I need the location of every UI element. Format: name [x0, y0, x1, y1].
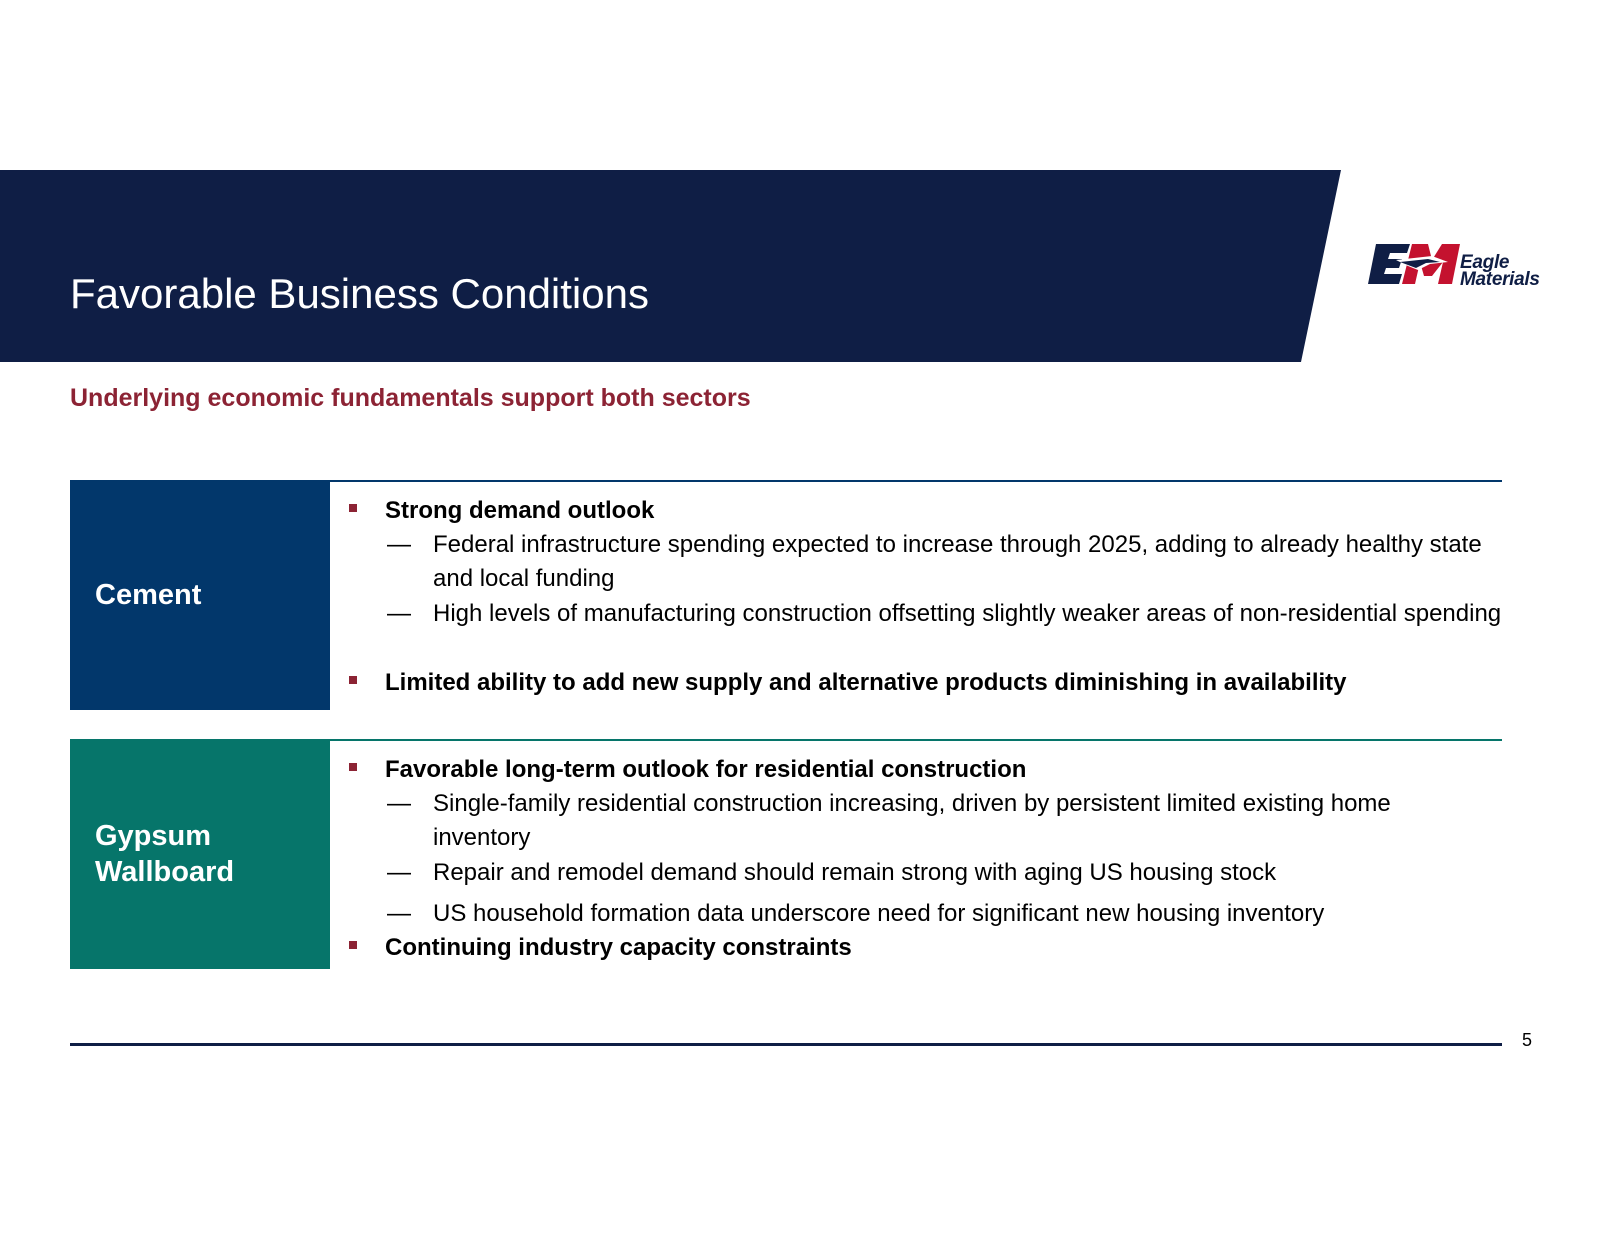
- gypsum-label-line2: Wallboard: [95, 856, 235, 888]
- bullet-item: [349, 494, 654, 528]
- logo-wordmark: [1460, 254, 1540, 288]
- bullet-item: [349, 931, 852, 965]
- title-band-shape: [0, 170, 1600, 362]
- square-bullet-icon: [349, 504, 357, 512]
- logo-line2: Materials: [1460, 269, 1540, 290]
- title-band: [0, 170, 1600, 362]
- sub-bullet-text: US household formation data underscore need for significant new housing inventory: [433, 900, 1325, 927]
- dash-bullet-icon: —: [387, 859, 411, 886]
- sub-bullet-text: Single-family residential construction increasing, driven by persistent limited existing home inventory: [433, 790, 1391, 851]
- square-bullet-icon: [349, 763, 357, 771]
- dash-bullet-icon: —: [387, 600, 411, 627]
- dash-bullet-icon: —: [387, 900, 411, 927]
- sub-bullet-text: High levels of manufacturing construction offsetting slightly weaker areas of non-residential spending: [433, 600, 1502, 627]
- footer-rule: [70, 1043, 1502, 1046]
- sub-bullet-text: Federal infrastructure spending expected to increase through 2025, adding to already healthy state and local funding: [433, 531, 1482, 592]
- page-number: 5: [1522, 1030, 1533, 1050]
- gypsum-top-rule: [330, 739, 1502, 741]
- sub-bullet-item: [387, 597, 1503, 631]
- sub-bullet-item: [387, 897, 1503, 931]
- cement-label: Cement: [95, 579, 202, 611]
- sub-bullet-item: [387, 528, 1503, 596]
- cement-section: [70, 480, 1502, 710]
- bullet-item: [349, 753, 1026, 787]
- em-logo-mark-icon: [1368, 240, 1460, 288]
- cement-label-box: [70, 480, 330, 710]
- gypsum-label-line1: Gypsum: [95, 820, 212, 852]
- square-bullet-icon: [349, 941, 357, 949]
- bullet-text: Limited ability to add new supply and alternative products diminishing in availability: [385, 669, 1347, 696]
- sub-bullet-item: [387, 787, 1433, 855]
- gypsum-label: [95, 818, 234, 890]
- sub-bullet-text: Repair and remodel demand should remain strong with aging US housing stock: [433, 859, 1277, 886]
- gypsum-section: [70, 739, 1502, 969]
- subtitle: Underlying economic fundamentals support both sectors: [70, 384, 751, 412]
- dash-bullet-icon: —: [387, 790, 411, 817]
- dash-bullet-icon: —: [387, 531, 411, 558]
- eagle-materials-logo: [1368, 240, 1558, 296]
- logo-line1: Eagle: [1460, 252, 1510, 273]
- gypsum-label-box: [70, 739, 330, 969]
- bullet-text: Continuing industry capacity constraints: [385, 934, 852, 961]
- bullet-text: Strong demand outlook: [385, 497, 655, 524]
- square-bullet-icon: [349, 676, 357, 684]
- sub-bullet-item: [387, 856, 1503, 890]
- page-title: Favorable Business Conditions: [70, 270, 649, 317]
- bullet-text: Favorable long-term outlook for residential construction: [385, 756, 1027, 783]
- cement-top-rule: [330, 480, 1502, 482]
- bullet-item: [349, 666, 1347, 700]
